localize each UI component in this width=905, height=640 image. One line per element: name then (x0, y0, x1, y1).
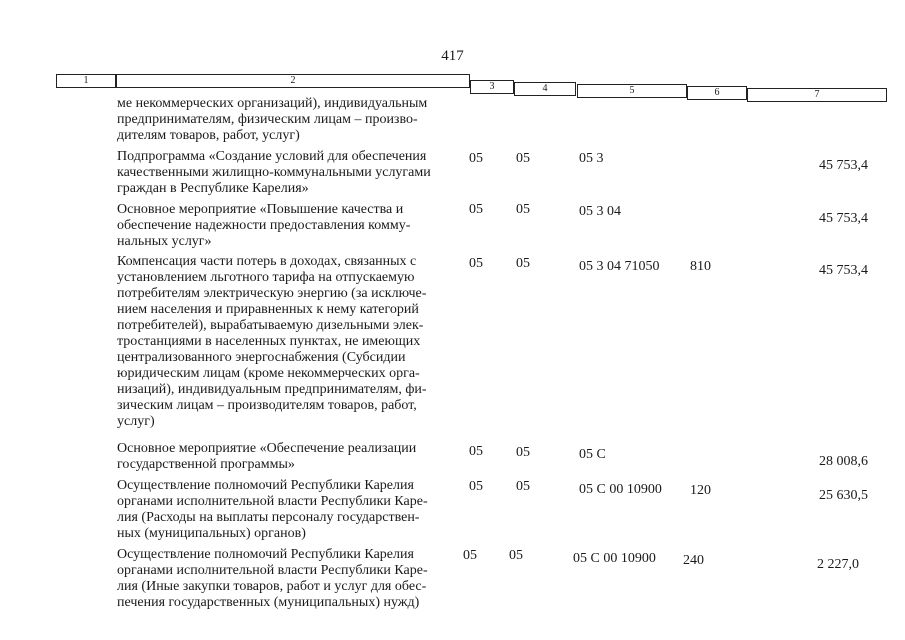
row-subsection: 05 (509, 548, 523, 563)
row-target-code: 05 С 00 10900 (579, 482, 662, 497)
row-amount: 45 753,4 (819, 263, 868, 278)
header-col-1: 1 (56, 74, 116, 88)
row-expense-type: 240 (683, 553, 704, 568)
page-number: 417 (441, 48, 464, 64)
row-expense-type: 120 (690, 483, 711, 498)
row-subsection: 05 (516, 256, 530, 271)
row-description: ме некоммерческих организаций), индивидуальным предпринимателям, физическим лицам – произво- дителям товаров, работ, услуг) (117, 96, 428, 143)
row-amount: 25 630,5 (819, 488, 868, 503)
row-amount: 45 753,4 (819, 211, 868, 226)
row-expense-type: 810 (690, 259, 711, 274)
row-description: Основное мероприятие «Повышение качества и обеспечение надежности предоставления комму- нальных услуг» (117, 202, 411, 249)
header-col-6: 6 (687, 86, 747, 100)
row-section: 05 (469, 202, 483, 217)
row-target-code: 05 3 (579, 151, 604, 166)
row-target-code: 05 3 04 71050 (579, 259, 660, 274)
header-col-2: 2 (116, 74, 470, 88)
header-col-5: 5 (577, 84, 687, 98)
header-col-3: 3 (470, 80, 514, 94)
row-description: Осуществление полномочий Республики Карелия органами исполнительной власти Республики Каре- лия (Расходы на выплаты персоналу государствен- ных (муниципальных) органов) (117, 478, 428, 541)
row-subsection: 05 (516, 202, 530, 217)
header-col-7: 7 (747, 88, 887, 102)
row-description: Основное мероприятие «Обеспечение реализации государственной программы» (117, 441, 417, 472)
row-target-code: 05 С 00 10900 (573, 551, 656, 566)
header-col-4: 4 (514, 82, 576, 96)
row-description: Подпрограмма «Создание условий для обеспечения качественными жилищно-коммунальными услугами граждан в Республике Карелия» (117, 149, 431, 196)
row-subsection: 05 (516, 151, 530, 166)
row-section: 05 (469, 256, 483, 271)
row-amount: 2 227,0 (817, 557, 859, 572)
row-amount: 28 008,6 (819, 454, 868, 469)
row-description: Компенсация части потерь в доходах, связанных с установлением льготного тарифа на отпускаемую потребителям электрическую энергию (за исключе- нием населения и приравненных к нему категорий потребителей), вырабатываемую дизельными элек- тростанциями в населенных пунктах, не имеющих централизованного энергоснабжения (Субсидии юридическим лицам (кроме некоммерческих орга- низаций), индивидуальным предпринимателям, фи- зическим лицам – производителям товаров, работ, услуг) (117, 254, 427, 429)
row-subsection: 05 (516, 479, 530, 494)
row-section: 05 (469, 444, 483, 459)
row-target-code: 05 3 04 (579, 204, 621, 219)
row-section: 05 (469, 151, 483, 166)
row-subsection: 05 (516, 445, 530, 460)
row-description: Осуществление полномочий Республики Карелия органами исполнительной власти Республики Каре- лия (Иные закупки товаров, работ и услуг для обес- печения государственных (муниципальных) нужд) (117, 547, 428, 610)
row-target-code: 05 С (579, 447, 606, 462)
row-section: 05 (469, 479, 483, 494)
row-section: 05 (463, 548, 477, 563)
row-amount: 45 753,4 (819, 158, 868, 173)
